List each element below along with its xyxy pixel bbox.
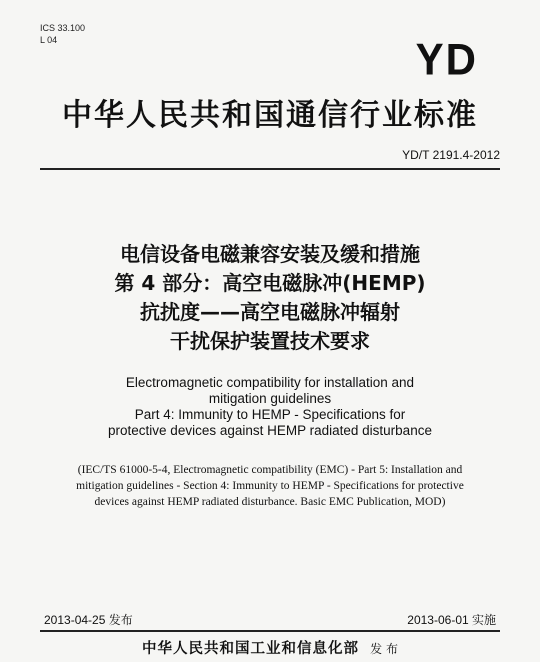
chinese-title-line: 抗扰度——高空电磁脉冲辐射 [140, 300, 400, 324]
iec-reference [44, 462, 496, 510]
english-title [0, 375, 540, 439]
chinese-title-line: 第 4 部分：高空电磁脉冲(HEMP) [114, 271, 426, 295]
ccs-code: L 04 [40, 35, 58, 45]
chinese-title-line: 干扰保护装置技术要求 [170, 329, 370, 353]
ics-code: ICS 33.100 [40, 23, 86, 33]
standard-number: YD/T 2191.4-2012 [402, 148, 500, 162]
english-title-line: protective devices against HEMP radiated disturbance [108, 423, 432, 438]
chinese-title [0, 240, 540, 356]
issuer-name: 中华人民共和国工业和信息化部 [142, 641, 360, 657]
issuer-verb: 发 布 [370, 642, 398, 656]
english-title-line: mitigation guidelines [208, 391, 332, 406]
reference-line: mitigation guidelines - Section 4: Immunity to HEMP - Specifications for protective [76, 480, 464, 492]
yd-logo: YD [415, 34, 478, 85]
reference-line: (IEC/TS 61000-5-4, Electromagnetic compatibility (EMC) - Part 5: Installation and [77, 464, 463, 476]
issuer [0, 637, 540, 658]
chinese-title-line: 电信设备电磁兼容安装及缓和措施 [120, 242, 420, 266]
english-title-line: Part 4: Immunity to HEMP - Specifications for [134, 407, 406, 422]
reference-line: devices against HEMP radiated disturbance. Basic EMC Publication, MOD) [94, 496, 446, 508]
top-divider [40, 168, 500, 170]
implement-date: 2013-06-01 实施 [407, 613, 496, 627]
standard-category-title: 中华人民共和国通信行业标准 [62, 98, 478, 133]
publish-date: 2013-04-25 发布 [44, 613, 133, 627]
english-title-line: Electromagnetic compatibility for installation and [125, 375, 415, 390]
bottom-divider [40, 630, 500, 632]
classification-codes [40, 22, 85, 46]
